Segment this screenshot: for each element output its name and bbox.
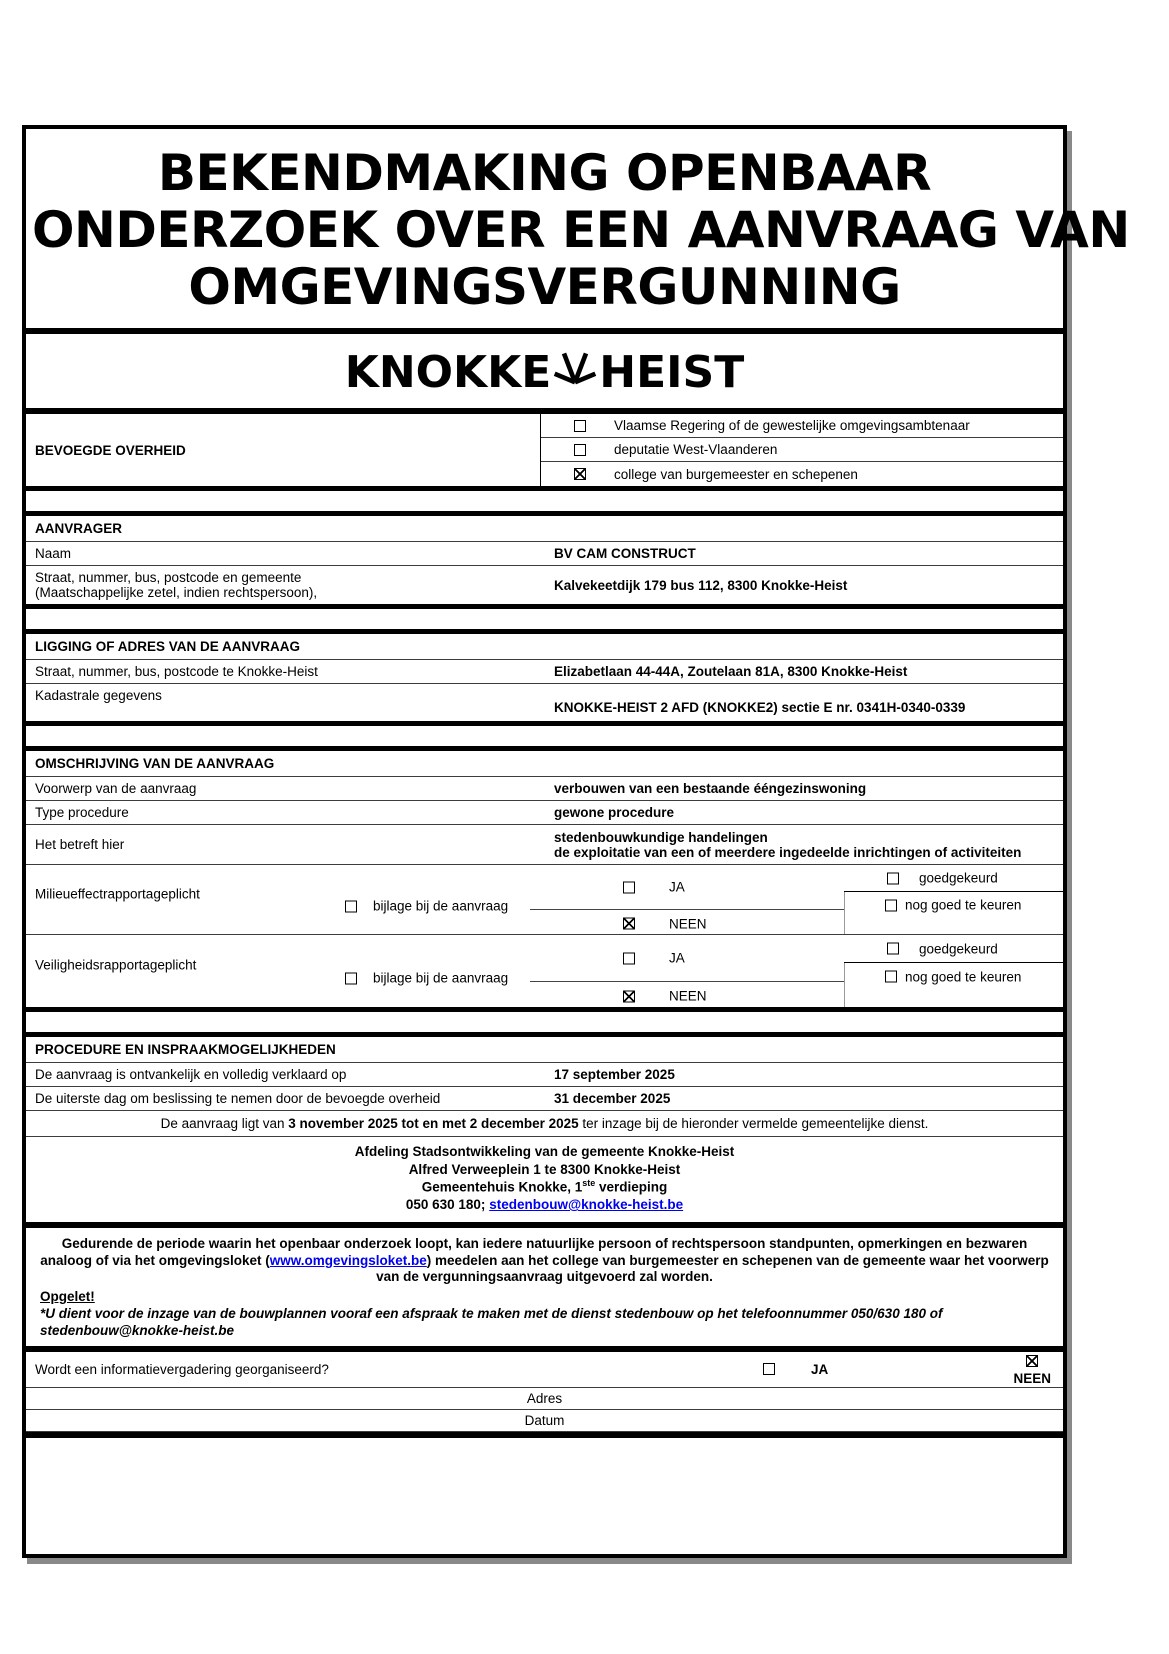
omschrijving-header: OMSCHRIJVING VAN DE AANVRAAG bbox=[26, 751, 1063, 777]
informatievergadering-row bbox=[26, 1352, 1063, 1388]
kadaster-value: KNOKKE-HEIST 2 AFD (KNOKKE2) sectie E nr. 0341H-0340-0339 bbox=[554, 700, 966, 715]
ruling-line bbox=[844, 891, 1063, 892]
section-gap bbox=[26, 604, 1063, 634]
datum-blank-row bbox=[26, 1410, 1063, 1432]
aanvrager-adres-row bbox=[26, 566, 1063, 604]
inzage-suffix: ter inzage bij de hieronder vermelde gemeentelijke dienst. bbox=[578, 1116, 929, 1131]
milieueffect-bijlage-checkbox[interactable] bbox=[345, 900, 357, 912]
infovergadering-neen-checkbox[interactable] bbox=[1026, 1355, 1038, 1367]
ligging-header: LIGGING OF ADRES VAN DE AANVRAAG bbox=[26, 634, 1063, 660]
section-aanvrager bbox=[26, 516, 1063, 604]
betreft-row bbox=[26, 825, 1063, 865]
logo-text-knokke: KNOKKE bbox=[344, 346, 552, 398]
option-vlaamse-regering bbox=[541, 414, 1063, 438]
veiligheid-row bbox=[26, 935, 1063, 1007]
type-procedure-label: Type procedure bbox=[35, 805, 129, 820]
aanvrager-header: AANVRAGER bbox=[26, 516, 1063, 542]
ligging-adres-row bbox=[26, 660, 1063, 684]
ruling-line bbox=[530, 909, 844, 910]
ja-label: JA bbox=[669, 950, 685, 966]
dienst-contact bbox=[34, 1196, 1055, 1214]
vlaamse-regering-checkbox[interactable] bbox=[574, 420, 586, 432]
informatievergadering-label: Wordt een informatievergadering georganiseerd? bbox=[35, 1361, 329, 1377]
column-divider bbox=[844, 891, 845, 934]
title-line-1: BEKENDMAKING OPENBAAR bbox=[157, 144, 932, 202]
deputatie-checkbox[interactable] bbox=[574, 444, 586, 456]
neen-label: NEEN bbox=[669, 916, 707, 932]
dienst-locatie: Gemeentehuis Knokke, 1ste verdieping bbox=[421, 1178, 668, 1195]
dienst-naam: Afdeling Stadsontwikkeling van de gemeente Knokke-Heist bbox=[354, 1144, 735, 1159]
nog-goed-label: nog goed te keuren bbox=[905, 969, 1022, 985]
afspraak-note: *U dient voor de inzage van de bouwplannen vooraf een afspraak te maken met de dienst stedenbouw op het telefoonnummer 050/630 180 of stedenbouw@knokke-heist.be bbox=[40, 1306, 943, 1339]
column-divider bbox=[844, 962, 845, 1007]
milieueffect-goedgekeurd-checkbox[interactable] bbox=[887, 872, 899, 884]
veiligheid-ja-checkbox[interactable] bbox=[623, 952, 635, 964]
dienst-adres: Alfred Verweeplein 1 te 8300 Knokke-Heist bbox=[408, 1161, 681, 1177]
betreft-label: Het betreft hier bbox=[35, 837, 125, 852]
option-label: deputatie West-Vlaanderen bbox=[614, 442, 778, 457]
section-ligging bbox=[26, 634, 1063, 721]
goedgekeurd-label: goedgekeurd bbox=[919, 941, 998, 957]
adres-label-line1: Straat, nummer, bus, postcode en gemeente bbox=[35, 570, 302, 585]
kadaster-label: Kadastrale gegevens bbox=[35, 688, 162, 703]
announcement-document bbox=[22, 125, 1130, 1558]
milieueffect-row bbox=[26, 865, 1063, 935]
veiligheid-bijlage-checkbox[interactable] bbox=[345, 972, 357, 984]
voorwerp-value: verbouwen van een bestaande ééngezinswoning bbox=[554, 781, 867, 796]
ontvankelijk-date: 17 september 2025 bbox=[554, 1067, 675, 1082]
empty-notes-box bbox=[26, 1438, 1063, 1554]
ja-label: JA bbox=[669, 879, 685, 895]
goedgekeurd-label: goedgekeurd bbox=[919, 870, 998, 886]
nog-goed-label: nog goed te keuren bbox=[905, 897, 1022, 913]
ruling-line bbox=[844, 962, 1063, 963]
procedure-header: PROCEDURE EN INSPRAAKMOGELIJKHEDEN bbox=[26, 1037, 1063, 1063]
uiterste-dag-label: De uiterste dag om beslissing te nemen door de bevoegde overheid bbox=[35, 1091, 441, 1106]
seagull-icon bbox=[553, 345, 597, 396]
naam-row bbox=[26, 542, 1063, 566]
section-bezwaren bbox=[26, 1228, 1063, 1346]
milieueffect-nog-checkbox[interactable] bbox=[885, 899, 897, 911]
type-procedure-row bbox=[26, 801, 1063, 825]
title-line-2: ONDERZOEK OVER EEN AANVRAAG VAN bbox=[32, 201, 1130, 259]
bevoegde-overheid-label: BEVOEGDE OVERHEID bbox=[35, 442, 186, 458]
section-gap bbox=[26, 721, 1063, 751]
inzage-periode: 3 november 2025 tot en met 2 december 2025 bbox=[288, 1116, 579, 1131]
municipality-logo bbox=[26, 334, 1063, 408]
adres-label: Adres bbox=[526, 1390, 563, 1406]
section-gap bbox=[26, 486, 1063, 516]
logo-text-heist: HEIST bbox=[599, 346, 745, 398]
veiligheid-goedgekeurd-checkbox[interactable] bbox=[887, 943, 899, 955]
ontvankelijk-label: De aanvraag is ontvankelijk en volledig verklaard op bbox=[35, 1067, 347, 1082]
naam-value: BV CAM CONSTRUCT bbox=[554, 546, 696, 561]
option-label: Vlaamse Regering of de gewestelijke omgevingsambtenaar bbox=[614, 418, 970, 433]
title-line-3: OMGEVINGSVERGUNNING bbox=[188, 258, 901, 316]
voorwerp-row bbox=[26, 777, 1063, 801]
option-label: college van burgemeester en schepenen bbox=[614, 466, 858, 482]
adres-label-line2: (Maatschappelijke zetel, indien rechtspersoon), bbox=[35, 585, 318, 600]
dienst-telefoon: 050 630 180; bbox=[405, 1197, 490, 1213]
type-procedure-value: gewone procedure bbox=[554, 805, 675, 820]
voorwerp-label: Voorwerp van de aanvraag bbox=[35, 781, 197, 796]
ligging-adres-value: Elizabetlaan 44-44A, Zoutelaan 81A, 8300 Knokke-Heist bbox=[554, 664, 908, 679]
aanvrager-adres-value: Kalvekeetdijk 179 bus 112, 8300 Knokke-Heist bbox=[554, 577, 848, 593]
college-checkbox[interactable] bbox=[574, 468, 586, 480]
bijlage-label: bijlage bij de aanvraag bbox=[373, 970, 509, 986]
veiligheid-label: Veiligheidsrapportageplicht bbox=[35, 957, 197, 973]
inzage-prefix: De aanvraag ligt van bbox=[160, 1116, 289, 1131]
naam-label: Naam bbox=[35, 546, 72, 561]
gemeentelijke-dienst-block bbox=[26, 1137, 1063, 1222]
section-gap bbox=[26, 1007, 1063, 1037]
inzage-periode-row bbox=[26, 1111, 1063, 1137]
veiligheid-nog-checkbox[interactable] bbox=[885, 971, 897, 983]
uiterste-dag-row bbox=[26, 1087, 1063, 1111]
bezwaren-paragraph: Gedurende de periode waarin het openbaar onderzoek loopt, kan iedere natuurlijke persoon of rechtspersoon standpunten, opmerkingen en bezwaren analoog of via het omgevingsloket (www.omgevingsloket.be) meedelen aan het college van burgemeester en schepenen van de gemeente waar het voorwerp van de vergunningsaanvraag uitgevoerd zal worden. bbox=[40, 1235, 1049, 1285]
neen-label: NEEN bbox=[1013, 1370, 1051, 1386]
omgevingsloket-link[interactable]: www.omgevingsloket.be bbox=[269, 1252, 427, 1268]
uiterste-dag-date: 31 december 2025 bbox=[554, 1091, 671, 1106]
milieueffect-label: Milieueffectrapportageplicht bbox=[35, 886, 200, 902]
neen-label: NEEN bbox=[669, 988, 707, 1004]
option-deputatie bbox=[541, 438, 1063, 462]
section-procedure bbox=[26, 1037, 1063, 1222]
opgelet-heading: Opgelet! bbox=[40, 1289, 95, 1305]
veiligheid-neen-checkbox[interactable] bbox=[623, 990, 635, 1002]
betreft-value-line1: stedenbouwkundige handelingen bbox=[554, 829, 768, 845]
adres-blank-row bbox=[26, 1388, 1063, 1410]
ligging-adres-label: Straat, nummer, bus, postcode te Knokke-Heist bbox=[35, 664, 318, 679]
section-omschrijving bbox=[26, 751, 1063, 1007]
ontvankelijk-row bbox=[26, 1063, 1063, 1087]
document-title bbox=[26, 129, 1130, 328]
section-bevoegde-overheid bbox=[26, 414, 1063, 486]
kadaster-row bbox=[26, 684, 1063, 721]
stedenbouw-email-link[interactable]: stedenbouw@knokke-heist.be bbox=[489, 1197, 684, 1213]
bijlage-label: bijlage bij de aanvraag bbox=[373, 898, 509, 914]
datum-label: Datum bbox=[524, 1412, 565, 1428]
ja-label: JA bbox=[811, 1361, 829, 1377]
betreft-value-line2: de exploitatie van een of meerdere ingedeelde inrichtingen of activiteiten bbox=[554, 844, 1022, 860]
ruling-line bbox=[530, 981, 844, 982]
milieueffect-ja-checkbox[interactable] bbox=[623, 881, 635, 893]
infovergadering-ja-checkbox[interactable] bbox=[763, 1363, 775, 1375]
option-college bbox=[541, 462, 1063, 486]
milieueffect-neen-checkbox[interactable] bbox=[623, 918, 635, 930]
